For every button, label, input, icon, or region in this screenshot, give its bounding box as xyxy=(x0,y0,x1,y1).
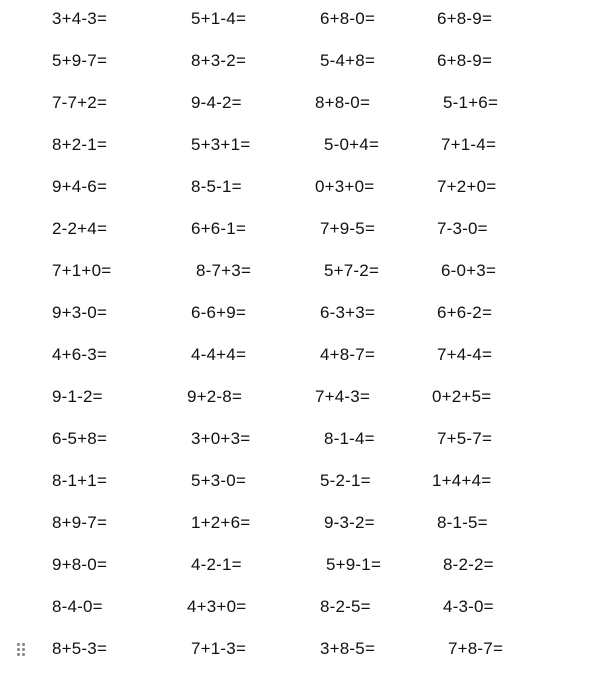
math-problem: 6-0+3= xyxy=(441,261,497,280)
math-problem: 5-2-1= xyxy=(320,471,371,490)
math-problem: 3+0+3= xyxy=(191,429,251,448)
problem-row xyxy=(0,91,594,115)
math-problem: 8-5-1= xyxy=(191,177,242,196)
math-problem: 7+1-4= xyxy=(441,135,497,154)
math-problem: 8+9-7= xyxy=(52,513,108,532)
problem-row xyxy=(0,49,594,73)
drag-handle-dot xyxy=(17,648,20,651)
math-problem: 9-1-2= xyxy=(52,387,103,406)
math-problem: 4-3-0= xyxy=(443,597,494,616)
math-problem: 5-1+6= xyxy=(443,93,499,112)
math-problem: 4-2-1= xyxy=(191,555,242,574)
math-problem: 5-0+4= xyxy=(324,135,380,154)
math-problem: 7+5-7= xyxy=(437,429,493,448)
math-problem: 5+3-0= xyxy=(191,471,247,490)
drag-handle-icon[interactable] xyxy=(17,641,27,657)
math-problem: 0+2+5= xyxy=(432,387,492,406)
math-problem: 6+8-0= xyxy=(320,9,376,28)
problem-row xyxy=(0,7,594,31)
math-problem: 6-3+3= xyxy=(320,303,376,322)
math-problem: 8+8-0= xyxy=(315,93,371,112)
math-problem: 2-2+4= xyxy=(52,219,108,238)
math-problem: 8-7+3= xyxy=(196,261,252,280)
math-problem: 8-1-5= xyxy=(437,513,488,532)
problem-row xyxy=(0,343,594,367)
problem-row xyxy=(0,301,594,325)
problem-row xyxy=(0,385,594,409)
drag-handle-dot xyxy=(17,643,20,646)
math-problem: 5-4+8= xyxy=(320,51,376,70)
math-problem: 7+1-3= xyxy=(191,639,247,658)
drag-handle-dot xyxy=(22,643,25,646)
math-problem: 8+2-1= xyxy=(52,135,108,154)
problem-row xyxy=(0,511,594,535)
math-problem: 8-2-5= xyxy=(320,597,371,616)
math-problem: 4+3+0= xyxy=(187,597,247,616)
math-problem: 4-4+4= xyxy=(191,345,247,364)
math-problem: 7-3-0= xyxy=(437,219,488,238)
math-problem: 1+4+4= xyxy=(432,471,492,490)
math-problem: 6+6-2= xyxy=(437,303,493,322)
problem-row xyxy=(0,217,594,241)
math-problem: 8+3-2= xyxy=(191,51,247,70)
math-problem: 8-1+1= xyxy=(52,471,108,490)
math-problem: 6+6-1= xyxy=(191,219,247,238)
math-problem: 7+2+0= xyxy=(437,177,497,196)
math-problem: 8+5-3= xyxy=(52,639,108,658)
problem-row xyxy=(0,637,594,661)
math-problem: 8-1-4= xyxy=(324,429,375,448)
math-problem: 7+9-5= xyxy=(320,219,376,238)
math-problem: 6+8-9= xyxy=(437,51,493,70)
problem-row xyxy=(0,553,594,577)
math-problem: 5+9-1= xyxy=(326,555,382,574)
math-problem: 9-4-2= xyxy=(191,93,242,112)
math-problem: 0+3+0= xyxy=(315,177,375,196)
problem-row xyxy=(0,469,594,493)
math-problem: 9+3-0= xyxy=(52,303,108,322)
math-problem: 7+4-4= xyxy=(437,345,493,364)
math-problem: 8-2-2= xyxy=(443,555,494,574)
math-problem: 9+2-8= xyxy=(187,387,243,406)
math-problem: 7+4-3= xyxy=(315,387,371,406)
math-problem: 5+1-4= xyxy=(191,9,247,28)
drag-handle-dot xyxy=(22,648,25,651)
drag-handle-dot xyxy=(17,653,20,656)
problem-row xyxy=(0,133,594,157)
math-problem: 7+1+0= xyxy=(52,261,112,280)
problem-row xyxy=(0,259,594,283)
math-problem: 9-3-2= xyxy=(324,513,375,532)
math-problem: 6-5+8= xyxy=(52,429,108,448)
math-problem: 4+6-3= xyxy=(52,345,108,364)
math-problem: 6+8-9= xyxy=(437,9,493,28)
math-problem: 5+9-7= xyxy=(52,51,108,70)
problem-row xyxy=(0,595,594,619)
math-problem: 9+8-0= xyxy=(52,555,108,574)
drag-handle-dot xyxy=(22,653,25,656)
math-problem: 5+3+1= xyxy=(191,135,251,154)
problem-row xyxy=(0,175,594,199)
math-problem: 1+2+6= xyxy=(191,513,251,532)
math-problem: 4+8-7= xyxy=(320,345,376,364)
math-problem: 8-4-0= xyxy=(52,597,103,616)
math-problem: 3+4-3= xyxy=(52,9,108,28)
math-problem: 7-7+2= xyxy=(52,93,108,112)
math-problem: 3+8-5= xyxy=(320,639,376,658)
math-problem: 5+7-2= xyxy=(324,261,380,280)
math-problem: 7+8-7= xyxy=(448,639,504,658)
math-problem: 9+4-6= xyxy=(52,177,108,196)
math-problem: 6-6+9= xyxy=(191,303,247,322)
problem-row xyxy=(0,427,594,451)
